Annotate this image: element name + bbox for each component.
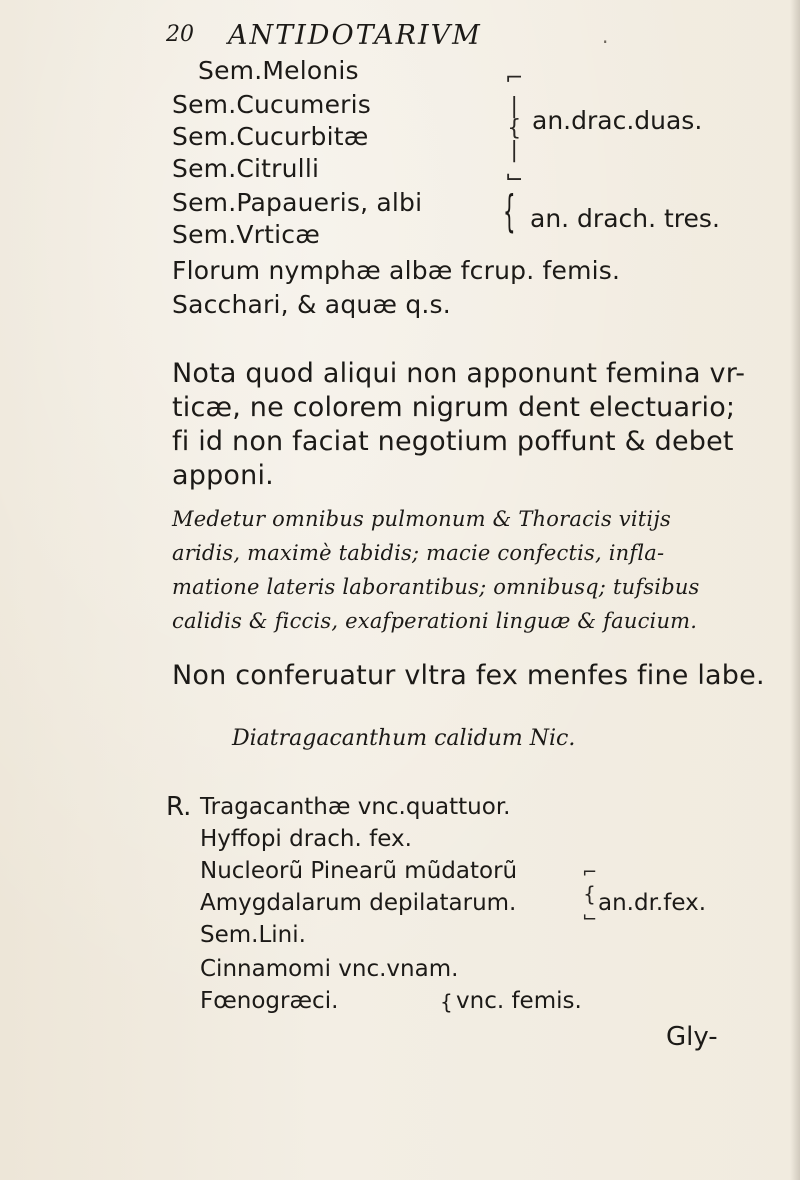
recipe-line: Amygdalarum depilatarum. [200, 890, 517, 916]
ingredient-line: Sem.Cucurbitæ [172, 122, 369, 151]
page-number: 20 [166, 22, 194, 47]
recipe-line: Hyffopi drach. fex. [200, 826, 412, 852]
page-edge-shadow [790, 0, 800, 1180]
italic-line: Medetur omnibus pulmonum & Thoracis vitijs [172, 507, 672, 531]
paragraph-line: fi id non faciat negotium poffunt & debet [172, 426, 734, 457]
quantity-group-three: an.dr.fex. [598, 890, 707, 916]
quantity-group-one: an.drac.duas. [532, 106, 703, 135]
header-mark: . [602, 24, 609, 48]
ingredient-line: Sem.Papaueris, albi [172, 188, 423, 217]
recipe-line: Fœnogræci. [200, 988, 339, 1014]
italic-line: matione lateris laborantibus; omnibusq; tufsibus [172, 575, 700, 599]
brace-group-three: ⌐ { ⌙ [582, 862, 598, 927]
paragraph-line: Nota quod aliqui non apponunt femina vr- [172, 358, 746, 389]
paragraph-line: Non conferuatur vltra fex menfes fine labe. [172, 660, 765, 691]
quantity-foenogreci: vnc. femis. [456, 988, 582, 1014]
brace-group-one: ⌐ | { | ⌙ [505, 66, 524, 189]
ingredient-line: Sem.Vrticæ [172, 220, 320, 249]
section-title: Diatragacanthum calidum Nic. [232, 726, 576, 751]
recipe-line: Nucleorũ Pinearũ mũdatorũ [200, 858, 518, 884]
ingredient-line: Sem.Citrulli [172, 154, 320, 183]
recipe-line: Sem.Lini. [200, 922, 306, 948]
recipe-line: Tragacanthæ vnc.quattuor. [200, 794, 511, 820]
paragraph-line: ticæ, ne colorem nigrum dent electuario; [172, 392, 736, 423]
recipe-lead: R. [166, 792, 192, 822]
ingredient-line: Sacchari, & aquæ q.s. [172, 290, 451, 319]
recipe-line: Cinnamomi vnc.vnam. [200, 956, 459, 982]
italic-line: aridis, maximè tabidis; macie confectis, infla- [172, 541, 665, 565]
ingredient-line: Florum nymphæ albæ fcrup. femis. [172, 256, 621, 285]
quantity-group-two: an. drach. tres. [530, 204, 720, 233]
ingredient-line: Sem.Melonis [198, 56, 359, 85]
brace-group-two: { [503, 186, 516, 237]
italic-line: calidis & ficcis, exafperationi linguæ & faucium. [172, 609, 698, 633]
paragraph-line: apponi. [172, 460, 274, 491]
brace-small: { [440, 990, 453, 1014]
ingredient-line: Sem.Cucumeris [172, 90, 372, 119]
running-title: ANTIDOTARIVM [228, 20, 482, 51]
catchword: Gly- [666, 1022, 718, 1052]
